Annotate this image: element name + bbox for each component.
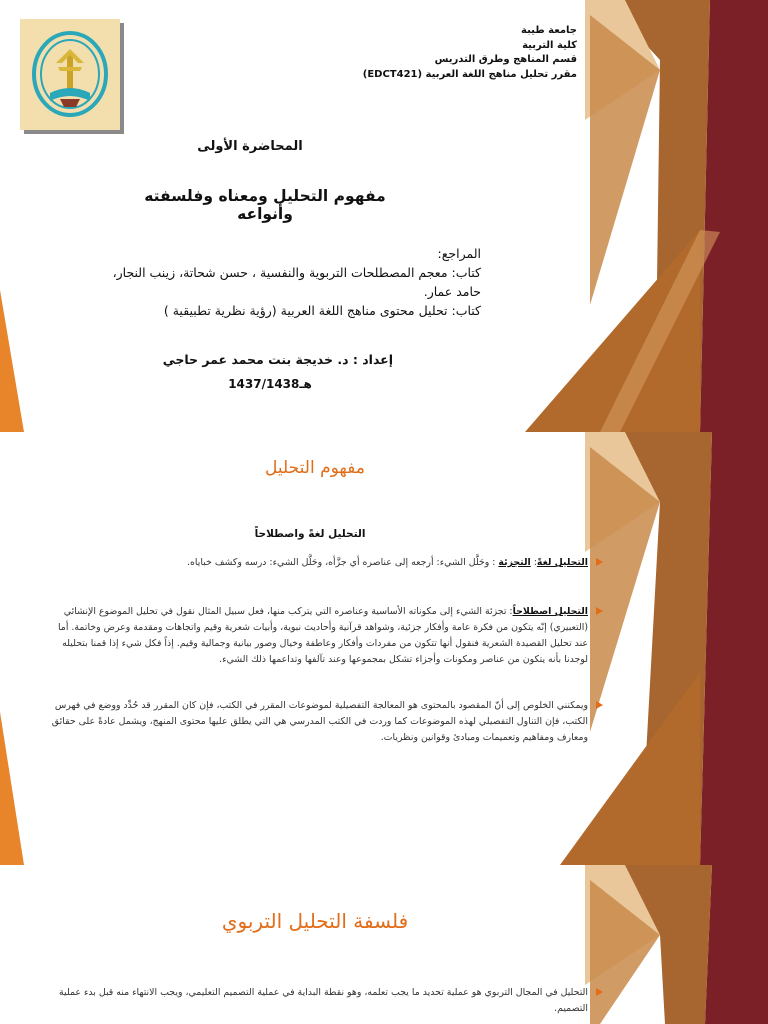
bullet-text: ويمكنني الخلوص إلى أنّ المقصود بالمحتوى هو المعالجة التفصيلية لموضوعات المقرر في الكتب، فإن كان المقرر قد حُدِّد ووضع في فهرس الكتب، فإن التناول التفصيلي لهذه الموضوعات كما وردت في الكتب المدرسي هي التي يطلق عليها محتوى المنهج، ويشمل عادةً على حقائق ومعارف ومفاهيم وتعميمات ومبادئ وقوانين ونظريات. — [51, 700, 588, 743]
lecture-number: المحاضرة الأولى — [197, 139, 303, 154]
deco-maroon-band — [700, 0, 768, 432]
reference-line: حامد عمار. — [423, 284, 481, 299]
slide-title-text: فلسفة التحليل التربوي — [221, 909, 409, 933]
slide-title — [0, 0, 768, 432]
bullet-term-2: التجزئة — [498, 557, 531, 568]
slide-analysis-concept — [0, 432, 768, 865]
references-heading: المراجع: — [437, 246, 481, 261]
lecture-title: مفهوم التحليل ومعناه وفلسفته وأنواعه — [144, 187, 386, 223]
academic-year: 1437/1438هـ — [228, 377, 312, 391]
deco-orange-left — [0, 712, 24, 865]
bullet-item — [48, 985, 588, 1017]
university-header — [317, 24, 577, 82]
deco-orange-left — [0, 290, 24, 432]
bullet-item — [48, 604, 588, 668]
bullet-arrow-icon — [596, 607, 603, 615]
bullet-text: التحليل في المجال التربوي هو عملية تحديد ما يجب تعلمه، وهو نقطة البداية في عملية التصميم التعليمي، ويجب الانتهاء منه قبل بدء عملية التصميم. — [59, 987, 588, 1014]
department-name: قسم المناهج وطرق التدريس — [434, 54, 577, 65]
bullet-term: التحليل اصطلاحاً — [512, 606, 588, 617]
college-name: كلية التربية — [522, 39, 577, 51]
reference-line: كتاب: تحليل محتوى مناهج اللغة العربية (رؤية نظرية تطبيقية ) — [163, 303, 481, 318]
references-block — [81, 244, 481, 320]
prepared-by: إعداد : د. خديجة بنت محمد عمر حاجي — [162, 352, 393, 367]
slide-title-text: مفهوم التحليل — [265, 458, 365, 478]
bullet-text: : ‌‌‌‌‌‌‌‌‌‌‌‌‌‌‌‌‌‌‌‌‌‌‌‌‌‌‌‌‌‌‌‌‌‌‌‌‌‌‌‌و‌حَلَّل الشيء: أرجعه إلى عناصره أي جزَّأه، وحَلَّل الشيء: درسه وكشف خباياه. — [187, 557, 496, 568]
slide-subtitle: التحليل لغةً واصطلاحاً — [254, 528, 366, 540]
bullet-arrow-icon — [596, 558, 603, 566]
deco-maroon-band — [705, 865, 768, 1024]
course-name: مقرر تحليل مناهج اللغة العربية (EDCT421) — [362, 68, 577, 80]
deco-maroon-band — [700, 432, 768, 865]
bullet-item: التحليل لغةً: التجزئة : ‌‌‌‌‌‌‌‌‌‌‌‌‌‌‌‌‌‌‌‌‌‌‌‌‌‌‌‌‌‌‌‌‌‌‌‌‌‌‌‌و‌حَلَّل الشيء: أرجعه إلى عناصره أي جزَّأه، وحَلَّل الشيء: درسه وكشف خباياه. — [48, 555, 588, 571]
university-name: جامعة طيبة — [521, 25, 577, 36]
bullet-item — [48, 698, 588, 746]
bullet-arrow-icon — [596, 701, 603, 709]
slide-analysis-philosophy — [0, 865, 768, 1024]
bullet-text: : تجزئة الشيء إلى مكوناته الأساسية وعناصره التي يتركب منها، فعل سبيل المثال نقول في تحليل الموضوع الإنشائي (التعبيري) إنّه يتكون من فكرة عامة وأفكار جزئية، وشواهد قرآنية وأحاديث نبوية، وأبيات شعرية وقيم واتجاهات ومقدمة وعرض وخاتمة. أما عند تحليل القصيدة الشعرية فنقول أنها تتكون من مفردات وأفكار وعاطفة وخيال وصور بيانية وجمالية وقيم. إذاً فكل شيء إذا قمنا بتحليله لوجدنا بأنه يتكون من عناصر ومكونات وأجزاء تشكل بمجموعها وعند تآلفها وتداعمها ذلك الشيء. — [57, 606, 588, 665]
reference-line: كتاب: معجم المصطلحات التربوية والنفسية ، حسن شحاتة، زينب النجار، — [112, 265, 481, 280]
university-logo-icon — [20, 19, 120, 130]
bullet-term: التحليل لغةً — [536, 557, 588, 568]
logo-frame — [20, 19, 120, 130]
bullet-arrow-icon — [596, 988, 603, 996]
